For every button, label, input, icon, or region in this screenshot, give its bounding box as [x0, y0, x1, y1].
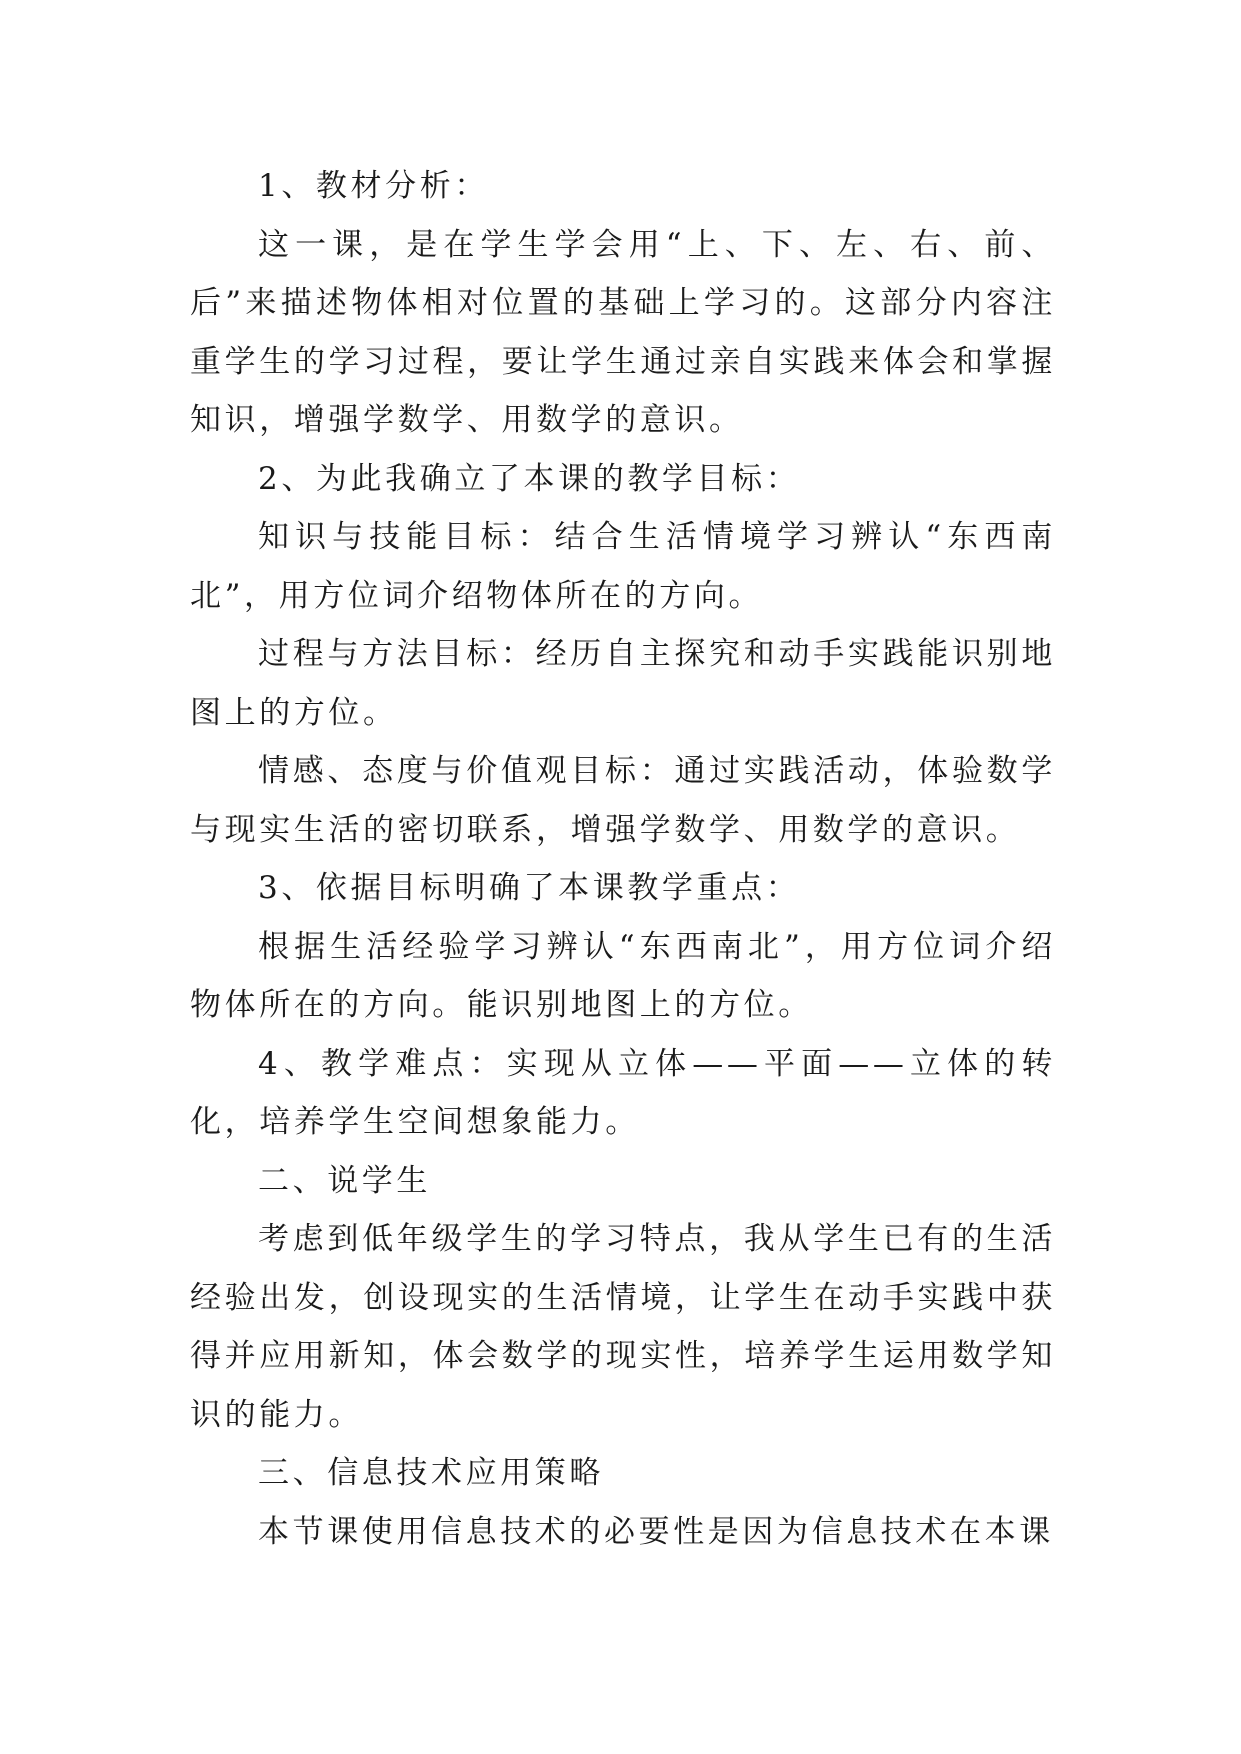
paragraph-students: 考虑到低年级学生的学习特点，我从学生已有的生活经验出发，创设现实的生活情境，让学生在动手实践中获得并应用新知，体会数学的现实性，培养学生运用数学知识的能力。: [190, 1221, 1056, 1433]
paragraph-attitude-goal: 情感、态度与价值观目标：通过实践活动，体验数学与现实生活的密切联系，增强学数学、用数学的意识。: [190, 753, 1056, 848]
heading-teaching-goals: 2、为此我确立了本课的教学目标：: [258, 460, 801, 497]
heading-textbook-analysis: 1、教材分析：: [258, 168, 489, 204]
paragraph-difficulty: 4、教学难点：实现从立体——平面——立体的转化，培养学生空间想象能力。: [190, 1045, 1056, 1140]
paragraph-knowledge-goal: 知识与技能目标：结合生活情境学习辨认“东西南北”，用方位词介绍物体所在的方向。: [190, 519, 1056, 614]
heading-students: 二、说学生: [258, 1162, 431, 1199]
paragraph-it-strategy: 本节课使用信息技术的必要性是因为信息技术在本课: [258, 1513, 1054, 1550]
paragraph-key-points: 根据生活经验学习辨认“东西南北”，用方位词介绍物体所在的方向。能识别地图上的方位。: [190, 928, 1056, 1023]
heading-key-points: 3、依据目标明确了本课教学重点：: [258, 870, 801, 906]
heading-it-strategy: 三、信息技术应用策略: [258, 1455, 604, 1491]
document-body: [190, 157, 1056, 1561]
paragraph-lesson-description: 这一课，是在学生学会用“上、下、左、右、前、后”来描述物体相对位置的基础上学习的。这部分内容注重学生的学习过程，要让学生通过亲自实践来体会和掌握知识，增强学数学、用数学的意识。: [190, 226, 1056, 438]
paragraph-process-goal: 过程与方法目标：经历自主探究和动手实践能识别地图上的方位。: [190, 636, 1056, 731]
